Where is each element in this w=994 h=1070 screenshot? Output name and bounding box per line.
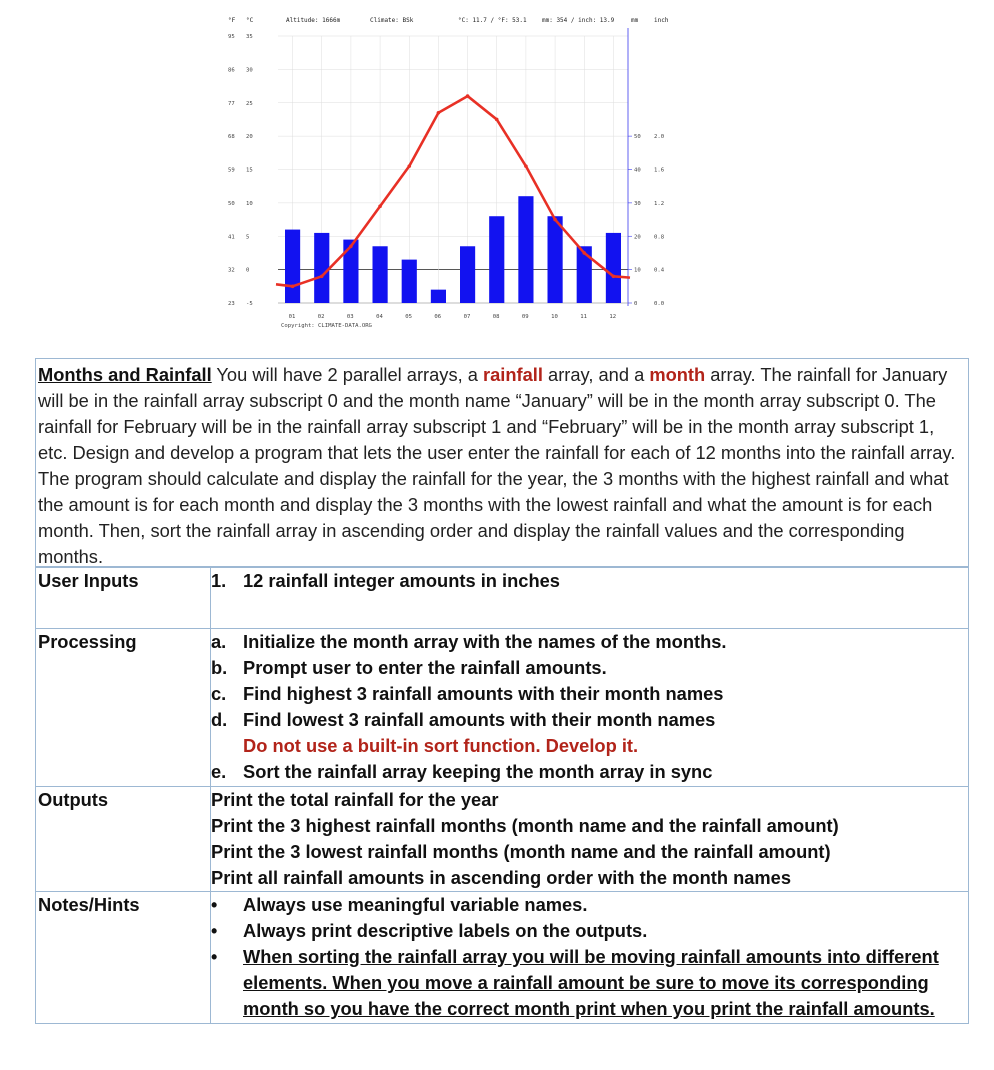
sort-warning: Do not use a built-in sort function. Develop it. [243,735,639,756]
processing-cell [211,629,969,787]
processing-row [36,629,969,787]
user-inputs-label: User Inputs [36,568,211,629]
temperature-point [291,285,295,289]
rainfall-bar [343,240,358,303]
temperature-point [553,218,557,222]
processing-label: Processing [36,629,211,787]
list-item: 12 rainfall integer amounts in inches [243,570,560,591]
list-marker: 1. [211,570,227,591]
requirements-table [35,567,969,1024]
month-tick-label: 03 [346,314,354,320]
list-item: c. Find highest 3 rainfall amounts with their month names [211,683,724,704]
month-tick-label: 01 [288,314,296,320]
rainfall-bar [606,233,621,303]
rainfall-bar [518,196,533,303]
celsius-tick-label: 20 [246,134,253,141]
notes-cell [211,892,969,1024]
celsius-tick-label: 0 [246,267,250,274]
inch-unit-label: inch [654,17,669,24]
fahrenheit-tick-label: 86 [228,67,235,74]
celsius-tick-label: -5 [246,301,253,307]
mm-unit-label: mm [631,17,639,24]
copyright-label: Copyright: CLIMATE-DATA.ORG [281,323,372,329]
list-item: a. Initialize the month array with the names of the months. [211,631,727,652]
fahrenheit-tick-label: 41 [228,234,235,241]
statement-text-2: array, and a [542,364,650,385]
inch-tick-label: 1.2 [654,200,665,207]
rainfall-bar [460,246,475,303]
climate-chart [226,8,686,338]
bullet-icon: • [211,921,218,941]
output-line: Print the total rainfall for the year [211,789,499,810]
temperature-point [466,94,470,98]
mm-tick-label: 20 [634,234,641,241]
inch-tick-label: 1.6 [654,167,665,174]
fahrenheit-tick-label: 77 [228,100,235,107]
inch-tick-label: 2.0 [654,134,665,141]
list-item: • Always print descriptive labels on the outputs. [211,918,968,944]
mm-tick-label: 30 [634,200,641,207]
mm-tick-label: 0 [634,301,638,307]
celsius-tick-label: 10 [246,200,253,207]
statement-title: Months and Rainfall [38,364,212,385]
output-line: Print the 3 lowest rainfall months (month name and the rainfall amount) [211,841,831,862]
month-tick-label: 09 [521,314,529,320]
temperature-point [524,164,528,168]
rainfall-bar [489,216,504,303]
temperature-point [612,275,616,279]
output-line: Print all rainfall amounts in ascending order with the month names [211,867,792,888]
climate-label: Climate: BSk [370,17,414,24]
celsius-tick-label: 25 [246,100,253,107]
month-tick-label: 12 [609,314,617,320]
user-inputs-row [36,568,969,629]
celsius-tick-label: 15 [246,167,253,174]
fahrenheit-tick-label: 50 [228,200,235,207]
output-line: Print the 3 highest rainfall months (month name and the rainfall amount) [211,815,839,836]
temperature-point [407,164,411,168]
temperature-point [349,244,353,248]
celsius-tick-label: 30 [246,67,253,74]
mm-tick-label: 40 [634,167,641,174]
celsius-tick-label: 35 [246,34,253,40]
rainfall-bar [577,246,592,303]
notes-label: Notes/Hints [36,892,211,1024]
month-highlight: month [649,364,706,385]
mm-tick-label: 10 [634,267,641,274]
month-tick-label: 05 [405,314,412,320]
outputs-row [36,787,969,892]
fahrenheit-tick-label: 32 [228,267,235,274]
celsius-tick-label: 5 [246,234,250,241]
precipitation-summary: mm: 354 / inch: 13.9 [542,17,615,24]
fahrenheit-tick-label: 68 [228,134,235,141]
outputs-cell [211,787,969,892]
month-tick-label: 08 [492,314,500,320]
list-item: b. Prompt user to enter the rainfall amounts. [211,657,607,678]
fahrenheit-tick-label: 23 [228,301,235,307]
notes-row [36,892,969,1024]
temperature-point [582,251,586,255]
list-item: e. Sort the rainfall array keeping the month array in sync [211,761,713,782]
list-item: • When sorting the rainfall array you will be moving rainfall amounts into different elements. When you move a rainfall amount be sure to move its corresponding month so you have the correct month print when you print the rainfall amounts. [211,944,968,1022]
list-item: d. Find lowest 3 rainfall amounts with their month names [211,709,716,730]
problem-statement [35,358,969,567]
rainfall-bar [548,216,563,303]
fahrenheit-tick-label: 95 [228,34,235,40]
month-tick-label: 06 [434,314,442,320]
bullet-icon: • [211,895,218,915]
rainfall-bar [373,246,388,303]
rainfall-bar [431,290,446,303]
month-tick-label: 11 [580,314,587,320]
bullet-icon: • [211,947,218,967]
month-tick-label: 10 [551,314,558,320]
mm-tick-label: 50 [634,134,641,141]
user-inputs-cell [211,568,969,629]
list-item: • Always use meaningful variable names. [211,892,968,918]
inch-tick-label: 0.4 [654,267,665,274]
fahrenheit-tick-label: 59 [228,167,235,174]
statement-text-3: array. The rainfall for January will be in the rainfall array subscript 0 and the month name “January” will be in the month array subscript 0. The rainfall for February will be in the rainfall array subscript 1 and “February” will be in the month array subscript 1, etc. Design and develop a program that lets the user enter the rainfall for each of 12 months into the rainfall array. The program should calculate and display the rainfall for the year, the 3 months with the highest rainfall and what the amount is for each month and display the 3 months with the lowest rainfall and what the amount is for each month. Then, sort the rainfall array in ascending order and display the rainfall values and the corresponding months. [38,364,956,567]
temperature-point [437,111,441,115]
celsius-unit-label: °C [246,17,254,24]
fahrenheit-unit-label: °F [228,17,236,24]
altitude-label: Altitude: 1666m [286,17,341,24]
rainfall-highlight: rainfall [483,364,543,385]
temperature-summary: °C: 11.7 / °F: 53.1 [458,17,527,24]
month-tick-label: 07 [463,314,471,320]
inch-tick-label: 0.0 [654,301,665,307]
rainfall-bar [314,233,329,303]
temperature-point [378,204,382,208]
rainfall-bar [285,230,300,303]
statement-text-1: You will have 2 parallel arrays, a [211,364,483,385]
inch-tick-label: 0.8 [654,234,665,241]
rainfall-bar [402,260,417,303]
month-tick-label: 02 [317,314,325,320]
temperature-point [320,275,324,279]
outputs-label: Outputs [36,787,211,892]
month-tick-label: 04 [376,314,383,320]
rainfall-bars [285,196,621,303]
temperature-point [495,118,499,122]
